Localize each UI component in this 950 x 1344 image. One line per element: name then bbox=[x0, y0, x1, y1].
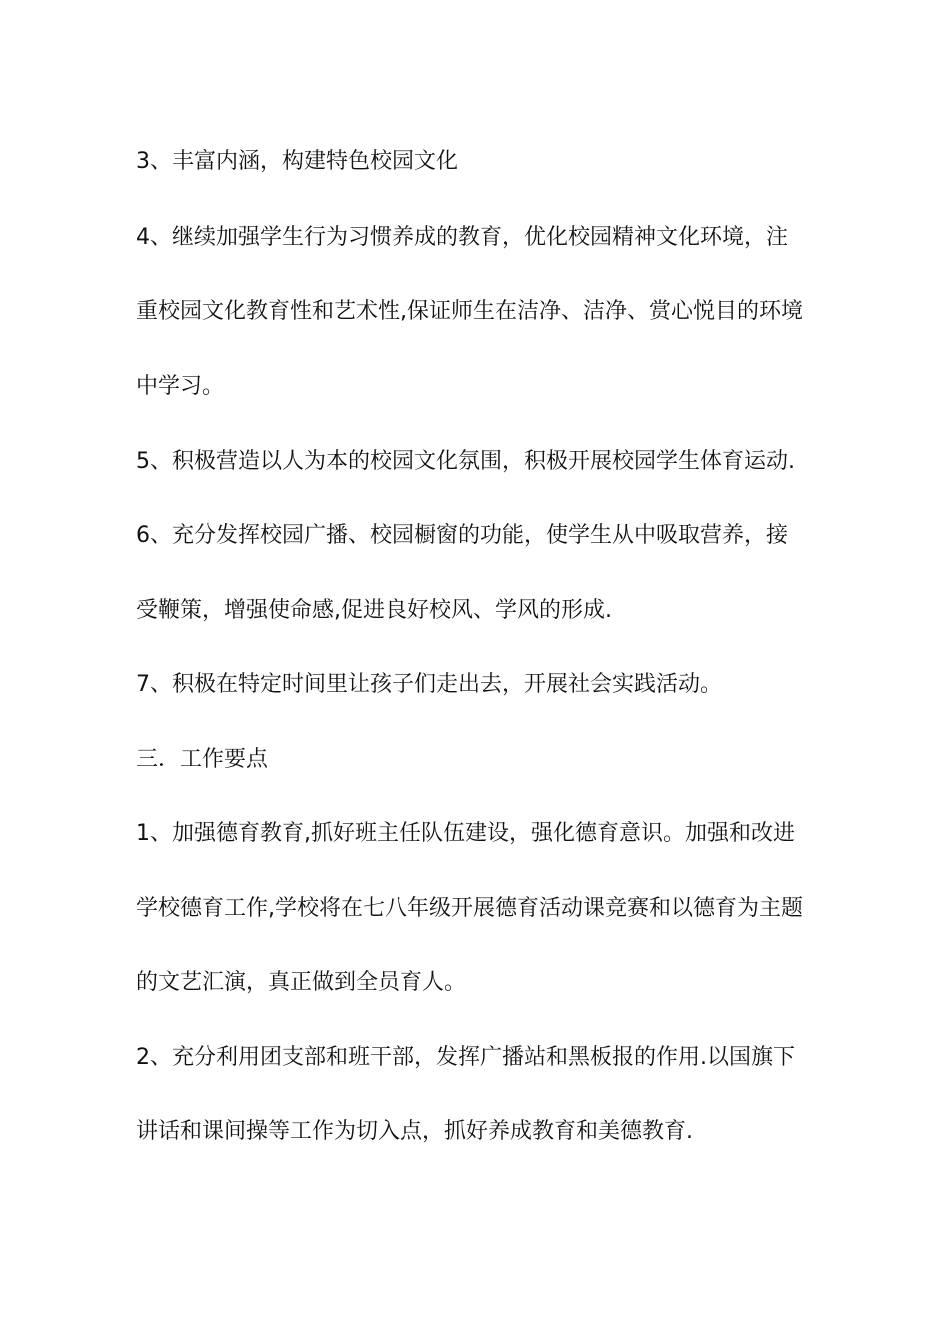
text-line-point-1-cont: 学校德育工作,学校将在七八年级开展德育活动课竞赛和以德育为主题 bbox=[136, 896, 803, 921]
text-line-item-5: 5、积极营造以人为本的校园文化氛围，积极开展校园学生体育运动. bbox=[136, 449, 795, 474]
text-line-item-3: 3、丰富内涵，构建特色校园文化 bbox=[136, 149, 458, 174]
text-line-item-6: 6、充分发挥校园广播、校园橱窗的功能，使学生从中吸取营养，接 bbox=[136, 523, 788, 548]
text-line-item-4-cont: 重校园文化教育性和艺术性,保证师生在洁净、洁净、赏心悦目的环境 bbox=[136, 299, 803, 324]
text-line-point-2-cont: 讲话和课间操等工作为切入点，抓好养成教育和美德教育. bbox=[136, 1119, 693, 1144]
text-line-item-6-cont: 受鞭策，增强使命感,促进良好校风、学风的形成. bbox=[136, 598, 612, 623]
section-heading: 三．工作要点 bbox=[136, 747, 269, 772]
text-line-point-1-end: 的文艺汇演，真正做到全员育人。 bbox=[136, 970, 467, 995]
text-line-item-4: 4、继续加强学生行为习惯养成的教育，优化校园精神文化环境，注 bbox=[136, 225, 788, 250]
text-line-point-1: 1、加强德育教育,抓好班主任队伍建设，强化德育意识。加强和改进 bbox=[136, 821, 795, 846]
text-line-item-7: 7、积极在特定时间里让孩子们走出去，开展社会实践活动。 bbox=[136, 672, 722, 697]
text-line-point-2: 2、充分利用团支部和班干部，发挥广播站和黑板报的作用.以国旗下 bbox=[136, 1045, 795, 1070]
text-line-item-4-end: 中学习。 bbox=[136, 374, 225, 399]
